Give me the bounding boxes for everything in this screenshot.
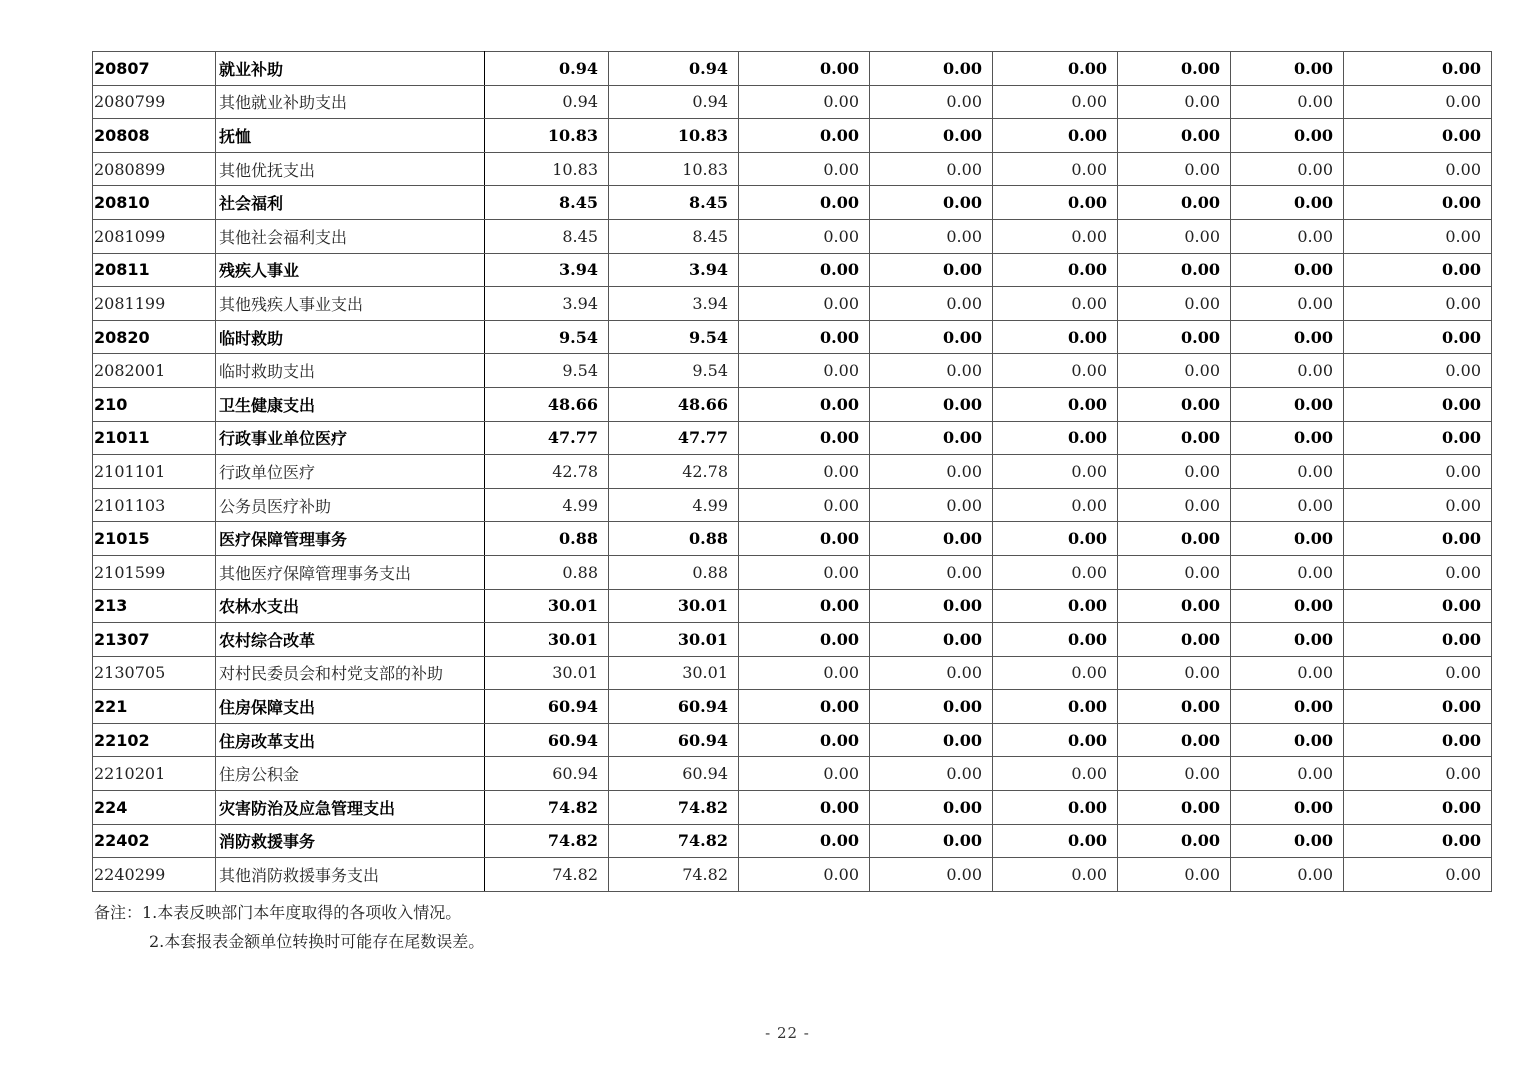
subject-code-cell: 2082001 — [93, 354, 216, 388]
table-row — [93, 791, 1492, 825]
amount-cell: 0.00 — [1231, 253, 1344, 287]
budget-table-body — [93, 52, 1492, 892]
subject-name-cell: 卫生健康支出 — [216, 387, 485, 421]
amount-cell: 0.00 — [1344, 387, 1492, 421]
subject-name-cell: 住房改革支出 — [216, 723, 485, 757]
subject-name-cell: 住房保障支出 — [216, 690, 485, 724]
amount-cell: 48.66 — [485, 387, 609, 421]
amount-cell: 0.00 — [1231, 858, 1344, 892]
amount-cell: 0.00 — [739, 119, 870, 153]
amount-cell: 0.00 — [1231, 152, 1344, 186]
subject-name-cell: 消防救援事务 — [216, 824, 485, 858]
amount-cell: 0.00 — [739, 421, 870, 455]
subject-code-cell: 20808 — [93, 119, 216, 153]
table-row — [93, 656, 1492, 690]
subject-name-cell: 其他就业补助支出 — [216, 85, 485, 119]
amount-cell: 0.00 — [1118, 354, 1231, 388]
amount-cell: 4.99 — [609, 488, 739, 522]
amount-cell: 0.00 — [870, 253, 993, 287]
amount-cell: 0.00 — [1344, 219, 1492, 253]
amount-cell: 0.00 — [1231, 85, 1344, 119]
amount-cell: 60.94 — [609, 690, 739, 724]
amount-cell: 0.00 — [870, 387, 993, 421]
amount-cell: 30.01 — [609, 623, 739, 657]
amount-cell: 0.00 — [993, 589, 1118, 623]
table-row — [93, 387, 1492, 421]
table-row — [93, 757, 1492, 791]
amount-cell: 0.00 — [739, 253, 870, 287]
amount-cell: 0.00 — [870, 85, 993, 119]
amount-cell: 0.00 — [1344, 690, 1492, 724]
amount-cell: 0.00 — [993, 656, 1118, 690]
table-row — [93, 623, 1492, 657]
amount-cell: 0.00 — [1118, 555, 1231, 589]
amount-cell: 0.00 — [739, 723, 870, 757]
table-row — [93, 287, 1492, 321]
amount-cell: 0.00 — [1231, 757, 1344, 791]
amount-cell: 0.00 — [739, 824, 870, 858]
table-row — [93, 354, 1492, 388]
amount-cell: 60.94 — [485, 723, 609, 757]
budget-table — [92, 51, 1492, 892]
subject-code-cell: 20810 — [93, 186, 216, 220]
amount-cell: 0.00 — [870, 119, 993, 153]
subject-code-cell: 2081199 — [93, 287, 216, 321]
amount-cell: 0.00 — [739, 455, 870, 489]
note-line-2: 2.本套报表金额单位转换时可能存在尾数误差。 — [149, 932, 485, 951]
amount-cell: 0.00 — [739, 354, 870, 388]
table-row — [93, 522, 1492, 556]
amount-cell: 0.00 — [1231, 219, 1344, 253]
subject-name-cell: 残疾人事业 — [216, 253, 485, 287]
amount-cell: 30.01 — [609, 656, 739, 690]
table-row — [93, 52, 1492, 86]
amount-cell: 0.00 — [870, 488, 993, 522]
subject-code-cell: 21307 — [93, 623, 216, 657]
amount-cell: 0.00 — [1118, 488, 1231, 522]
amount-cell: 0.00 — [870, 219, 993, 253]
amount-cell: 0.00 — [1344, 791, 1492, 825]
amount-cell: 0.00 — [993, 555, 1118, 589]
subject-name-cell: 行政单位医疗 — [216, 455, 485, 489]
amount-cell: 0.00 — [870, 455, 993, 489]
amount-cell: 0.00 — [1118, 85, 1231, 119]
amount-cell: 3.94 — [609, 253, 739, 287]
amount-cell: 0.00 — [1231, 623, 1344, 657]
table-row — [93, 253, 1492, 287]
table-row — [93, 421, 1492, 455]
amount-cell: 0.00 — [993, 354, 1118, 388]
notes — [94, 898, 484, 956]
amount-cell: 0.00 — [993, 858, 1118, 892]
amount-cell: 74.82 — [609, 824, 739, 858]
amount-cell: 0.00 — [1344, 85, 1492, 119]
amount-cell: 8.45 — [609, 186, 739, 220]
amount-cell: 0.00 — [993, 455, 1118, 489]
amount-cell: 0.00 — [993, 287, 1118, 321]
amount-cell: 0.00 — [993, 219, 1118, 253]
amount-cell: 0.00 — [1118, 320, 1231, 354]
amount-cell: 0.00 — [1231, 723, 1344, 757]
amount-cell: 0.00 — [993, 791, 1118, 825]
amount-cell: 48.66 — [609, 387, 739, 421]
subject-name-cell: 行政事业单位医疗 — [216, 421, 485, 455]
amount-cell: 0.00 — [739, 555, 870, 589]
amount-cell: 0.00 — [739, 320, 870, 354]
amount-cell: 0.00 — [739, 522, 870, 556]
amount-cell: 30.01 — [609, 589, 739, 623]
subject-code-cell: 20811 — [93, 253, 216, 287]
table-row — [93, 488, 1492, 522]
amount-cell: 0.88 — [609, 522, 739, 556]
subject-name-cell: 就业补助 — [216, 52, 485, 86]
amount-cell: 0.00 — [870, 320, 993, 354]
amount-cell: 0.00 — [993, 421, 1118, 455]
subject-code-cell: 2210201 — [93, 757, 216, 791]
amount-cell: 0.94 — [609, 85, 739, 119]
table-row — [93, 219, 1492, 253]
amount-cell: 10.83 — [609, 119, 739, 153]
subject-name-cell: 抚恤 — [216, 119, 485, 153]
amount-cell: 0.00 — [1344, 656, 1492, 690]
amount-cell: 3.94 — [485, 287, 609, 321]
subject-name-cell: 灾害防治及应急管理支出 — [216, 791, 485, 825]
amount-cell: 0.00 — [870, 287, 993, 321]
amount-cell: 0.00 — [993, 488, 1118, 522]
amount-cell: 0.00 — [1118, 387, 1231, 421]
amount-cell: 0.00 — [993, 85, 1118, 119]
subject-name-cell: 其他医疗保障管理事务支出 — [216, 555, 485, 589]
amount-cell: 0.94 — [609, 52, 739, 86]
amount-cell: 0.00 — [1118, 723, 1231, 757]
subject-code-cell: 2101101 — [93, 455, 216, 489]
subject-code-cell: 22102 — [93, 723, 216, 757]
amount-cell: 0.00 — [1118, 623, 1231, 657]
amount-cell: 0.00 — [1344, 757, 1492, 791]
amount-cell: 0.00 — [739, 287, 870, 321]
amount-cell: 0.00 — [870, 555, 993, 589]
amount-cell: 4.99 — [485, 488, 609, 522]
amount-cell: 0.00 — [1231, 387, 1344, 421]
amount-cell: 0.00 — [870, 690, 993, 724]
amount-cell: 0.00 — [993, 690, 1118, 724]
amount-cell: 0.00 — [739, 152, 870, 186]
amount-cell: 0.00 — [870, 623, 993, 657]
amount-cell: 0.00 — [993, 152, 1118, 186]
subject-code-cell: 2101103 — [93, 488, 216, 522]
subject-name-cell: 其他社会福利支出 — [216, 219, 485, 253]
amount-cell: 0.00 — [993, 52, 1118, 86]
amount-cell: 30.01 — [485, 623, 609, 657]
amount-cell: 0.00 — [1344, 522, 1492, 556]
subject-code-cell: 221 — [93, 690, 216, 724]
amount-cell: 0.00 — [1231, 186, 1344, 220]
amount-cell: 0.00 — [1344, 354, 1492, 388]
amount-cell: 0.00 — [993, 824, 1118, 858]
amount-cell: 74.82 — [485, 824, 609, 858]
table-row — [93, 555, 1492, 589]
amount-cell: 0.00 — [870, 791, 993, 825]
amount-cell: 0.00 — [993, 119, 1118, 153]
amount-cell: 0.00 — [739, 690, 870, 724]
table-row — [93, 119, 1492, 153]
note-line-1: 备注：1.本表反映部门本年度取得的各项收入情况。 — [94, 903, 462, 922]
amount-cell: 0.00 — [1118, 858, 1231, 892]
amount-cell: 0.00 — [1344, 320, 1492, 354]
amount-cell: 0.00 — [739, 186, 870, 220]
amount-cell: 0.00 — [1344, 52, 1492, 86]
subject-name-cell: 其他消防救援事务支出 — [216, 858, 485, 892]
amount-cell: 0.00 — [993, 723, 1118, 757]
amount-cell: 0.00 — [993, 186, 1118, 220]
amount-cell: 0.00 — [870, 354, 993, 388]
amount-cell: 0.00 — [1344, 186, 1492, 220]
amount-cell: 10.83 — [485, 119, 609, 153]
amount-cell: 0.00 — [870, 522, 993, 556]
subject-code-cell: 2101599 — [93, 555, 216, 589]
amount-cell: 0.88 — [609, 555, 739, 589]
table-row — [93, 85, 1492, 119]
amount-cell: 0.00 — [1231, 791, 1344, 825]
amount-cell: 0.00 — [739, 219, 870, 253]
table-row — [93, 723, 1492, 757]
subject-name-cell: 对村民委员会和村党支部的补助 — [216, 656, 485, 690]
amount-cell: 0.00 — [1118, 522, 1231, 556]
amount-cell: 60.94 — [485, 757, 609, 791]
amount-cell: 8.45 — [485, 186, 609, 220]
amount-cell: 9.54 — [485, 320, 609, 354]
amount-cell: 0.00 — [993, 522, 1118, 556]
subject-code-cell: 2240299 — [93, 858, 216, 892]
amount-cell: 9.54 — [609, 320, 739, 354]
amount-cell: 74.82 — [609, 858, 739, 892]
amount-cell: 0.00 — [1231, 589, 1344, 623]
amount-cell: 42.78 — [485, 455, 609, 489]
amount-cell: 0.00 — [1231, 690, 1344, 724]
amount-cell: 0.00 — [739, 623, 870, 657]
amount-cell: 3.94 — [485, 253, 609, 287]
amount-cell: 0.88 — [485, 555, 609, 589]
subject-name-cell: 农村综合改革 — [216, 623, 485, 657]
amount-cell: 30.01 — [485, 656, 609, 690]
amount-cell: 0.00 — [1118, 152, 1231, 186]
amount-cell: 0.00 — [870, 656, 993, 690]
amount-cell: 0.00 — [993, 757, 1118, 791]
amount-cell: 0.88 — [485, 522, 609, 556]
subject-name-cell: 其他残疾人事业支出 — [216, 287, 485, 321]
amount-cell: 0.00 — [739, 589, 870, 623]
amount-cell: 10.83 — [609, 152, 739, 186]
amount-cell: 0.00 — [870, 152, 993, 186]
amount-cell: 0.00 — [1118, 824, 1231, 858]
subject-code-cell: 20820 — [93, 320, 216, 354]
subject-name-cell: 医疗保障管理事务 — [216, 522, 485, 556]
amount-cell: 0.00 — [739, 757, 870, 791]
amount-cell: 74.82 — [485, 858, 609, 892]
amount-cell: 0.00 — [739, 858, 870, 892]
amount-cell: 0.00 — [1344, 555, 1492, 589]
subject-name-cell: 其他优抚支出 — [216, 152, 485, 186]
subject-name-cell: 临时救助支出 — [216, 354, 485, 388]
subject-code-cell: 20807 — [93, 52, 216, 86]
amount-cell: 0.00 — [1344, 421, 1492, 455]
amount-cell: 0.00 — [1118, 219, 1231, 253]
amount-cell: 0.00 — [1344, 488, 1492, 522]
subject-name-cell: 临时救助 — [216, 320, 485, 354]
subject-code-cell: 21011 — [93, 421, 216, 455]
amount-cell: 8.45 — [485, 219, 609, 253]
amount-cell: 0.00 — [1118, 656, 1231, 690]
amount-cell: 0.00 — [1231, 119, 1344, 153]
subject-name-cell: 社会福利 — [216, 186, 485, 220]
amount-cell: 0.00 — [1344, 824, 1492, 858]
amount-cell: 0.00 — [1231, 287, 1344, 321]
amount-cell: 0.00 — [993, 320, 1118, 354]
amount-cell: 0.00 — [1344, 287, 1492, 321]
amount-cell: 0.00 — [739, 488, 870, 522]
amount-cell: 0.00 — [1344, 623, 1492, 657]
subject-name-cell: 住房公积金 — [216, 757, 485, 791]
amount-cell: 0.00 — [739, 52, 870, 86]
table-row — [93, 455, 1492, 489]
table-row — [93, 152, 1492, 186]
subject-code-cell: 2080899 — [93, 152, 216, 186]
subject-code-cell: 2081099 — [93, 219, 216, 253]
amount-cell: 8.45 — [609, 219, 739, 253]
amount-cell: 9.54 — [485, 354, 609, 388]
subject-code-cell: 224 — [93, 791, 216, 825]
subject-code-cell: 213 — [93, 589, 216, 623]
table-row — [93, 589, 1492, 623]
amount-cell: 0.00 — [1344, 858, 1492, 892]
amount-cell: 0.00 — [739, 387, 870, 421]
table-row — [93, 186, 1492, 220]
amount-cell: 0.00 — [1231, 354, 1344, 388]
table-row — [93, 690, 1492, 724]
amount-cell: 60.94 — [609, 723, 739, 757]
amount-cell: 0.00 — [1231, 656, 1344, 690]
amount-cell: 0.00 — [1118, 253, 1231, 287]
amount-cell: 3.94 — [609, 287, 739, 321]
amount-cell: 0.00 — [870, 757, 993, 791]
amount-cell: 0.00 — [1231, 52, 1344, 86]
amount-cell: 42.78 — [609, 455, 739, 489]
amount-cell: 0.00 — [870, 589, 993, 623]
table-row — [93, 858, 1492, 892]
amount-cell: 0.00 — [1118, 421, 1231, 455]
amount-cell: 0.94 — [485, 52, 609, 86]
amount-cell: 0.00 — [1118, 186, 1231, 220]
amount-cell: 0.00 — [993, 387, 1118, 421]
amount-cell: 0.00 — [739, 791, 870, 825]
amount-cell: 9.54 — [609, 354, 739, 388]
amount-cell: 0.00 — [1118, 52, 1231, 86]
amount-cell: 0.00 — [1231, 824, 1344, 858]
amount-cell: 0.00 — [1344, 723, 1492, 757]
amount-cell: 0.00 — [870, 824, 993, 858]
amount-cell: 0.00 — [870, 421, 993, 455]
amount-cell: 0.00 — [1231, 555, 1344, 589]
amount-cell: 0.00 — [1344, 455, 1492, 489]
table-row — [93, 320, 1492, 354]
amount-cell: 74.82 — [609, 791, 739, 825]
amount-cell: 0.00 — [1344, 589, 1492, 623]
amount-cell: 0.00 — [1118, 690, 1231, 724]
amount-cell: 0.00 — [1118, 589, 1231, 623]
subject-code-cell: 21015 — [93, 522, 216, 556]
amount-cell: 0.00 — [1231, 488, 1344, 522]
amount-cell: 0.00 — [739, 85, 870, 119]
amount-cell: 0.00 — [1231, 320, 1344, 354]
amount-cell: 0.94 — [485, 85, 609, 119]
amount-cell: 0.00 — [870, 858, 993, 892]
amount-cell: 47.77 — [609, 421, 739, 455]
amount-cell: 0.00 — [993, 623, 1118, 657]
page-number: - 22 - — [765, 1024, 810, 1042]
amount-cell: 0.00 — [1344, 119, 1492, 153]
subject-code-cell: 210 — [93, 387, 216, 421]
amount-cell: 0.00 — [993, 253, 1118, 287]
subject-code-cell: 2080799 — [93, 85, 216, 119]
amount-cell: 0.00 — [1118, 455, 1231, 489]
amount-cell: 60.94 — [485, 690, 609, 724]
amount-cell: 0.00 — [870, 52, 993, 86]
amount-cell: 0.00 — [1118, 791, 1231, 825]
amount-cell: 0.00 — [870, 723, 993, 757]
subject-name-cell: 农林水支出 — [216, 589, 485, 623]
amount-cell: 0.00 — [739, 656, 870, 690]
amount-cell: 0.00 — [1344, 253, 1492, 287]
amount-cell: 0.00 — [1231, 522, 1344, 556]
amount-cell: 0.00 — [1118, 757, 1231, 791]
amount-cell: 0.00 — [1344, 152, 1492, 186]
amount-cell: 0.00 — [1231, 455, 1344, 489]
amount-cell: 30.01 — [485, 589, 609, 623]
amount-cell: 74.82 — [485, 791, 609, 825]
subject-code-cell: 2130705 — [93, 656, 216, 690]
amount-cell: 0.00 — [1118, 287, 1231, 321]
amount-cell: 0.00 — [1231, 421, 1344, 455]
subject-name-cell: 公务员医疗补助 — [216, 488, 485, 522]
table-row — [93, 824, 1492, 858]
subject-code-cell: 22402 — [93, 824, 216, 858]
amount-cell: 47.77 — [485, 421, 609, 455]
amount-cell: 60.94 — [609, 757, 739, 791]
amount-cell: 10.83 — [485, 152, 609, 186]
amount-cell: 0.00 — [1118, 119, 1231, 153]
amount-cell: 0.00 — [870, 186, 993, 220]
